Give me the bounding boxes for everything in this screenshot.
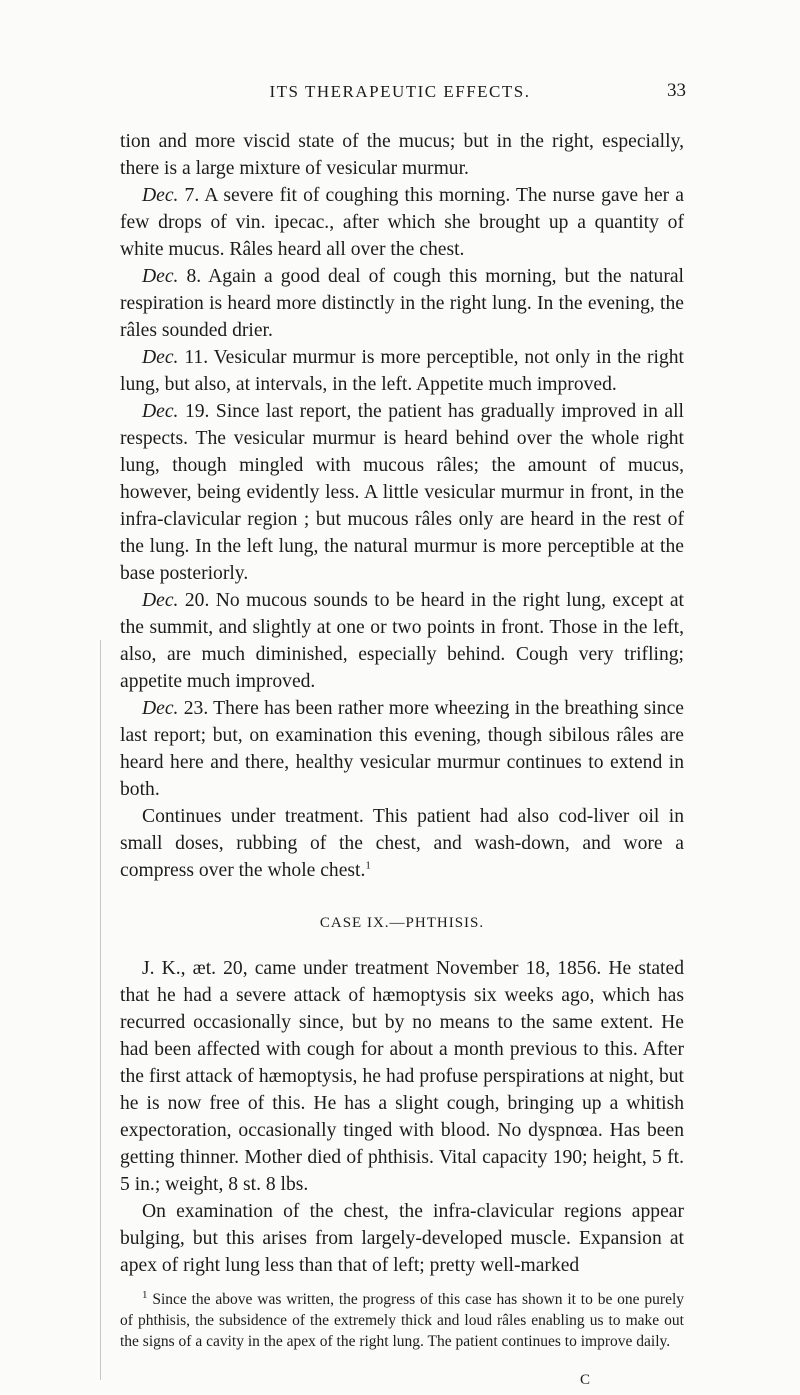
paragraph [120, 1198, 684, 1279]
paragraph-text: 11. Vesicular murmur is more perceptible, not only in the right lung, but also, at intervals, in the left. Appetite much improved. [120, 347, 684, 395]
entry-date: Dec. [142, 698, 179, 719]
entry-date: Dec. [142, 266, 179, 287]
paragraph [120, 344, 684, 398]
paragraph [120, 803, 684, 884]
signature-mark: C [580, 1372, 591, 1388]
entry-date: Dec. [142, 347, 179, 368]
footnote-reference: 1 [365, 859, 371, 872]
paragraph-text: Continues under treatment. This patient had also cod-liver oil in small doses, rubbing of the chest, and wash-down, and wore a compress over the whole chest. [120, 806, 684, 881]
paragraph [120, 587, 684, 695]
footnote-body: Since the above was written, the progress of this case has shown it to be one purely of phthisis, the subsidence of the extremely thick and loud râles enabling us to make out the signs of a cavity in the apex of the right lung. The patient continues to improve daily. [120, 1291, 684, 1350]
case-heading: CASE IX.—PHTHISIS. [319, 915, 485, 931]
paragraph [120, 128, 684, 182]
running-head: ITS THERAPEUTIC EFFECTS. [269, 82, 531, 101]
paragraph-text: J. K., æt. 20, came under treatment November 18, 1856. He stated that he had a severe attack of hæmoptysis six weeks ago, which has recurred occasionally since, but by no means to the same extent. He had been affected with cough for about a month previous to this. After the first attack of hæmoptysis, he had profuse perspirations at night, but he is now free of this. He has a slight cough, bringing up a whitish expectoration, occasionally tinged with blood. No dyspnœa. Has been getting thinner. Mother died of phthisis. Vital capacity 190; height, 5 ft. 5 in.; weight, 8 st. 8 lbs. [120, 958, 684, 1195]
paragraph [120, 695, 684, 803]
footnote-marker: 1 [142, 1288, 148, 1301]
entry-date: Dec. [142, 401, 179, 422]
paragraph [120, 955, 684, 1198]
page-number: 33 [667, 80, 686, 101]
paragraph-text: 8. Again a good deal of cough this morning, but the natural respiration is heard more distinctly in the right lung. In the evening, the râles sounded drier. [120, 266, 684, 341]
page-edge-shadow [100, 640, 101, 1380]
paragraph-text: 23. There has been rather more wheezing in the breathing since last report; but, on examination this evening, though sibilous râles are heard here and there, healthy vesicular murmur continues to extend in both. [120, 698, 684, 800]
paragraph [120, 263, 684, 344]
paragraph-text: 19. Since last report, the patient has gradually improved in all respects. The vesicular murmur is heard behind over the whole right lung, though mingled with mucous râles; the amount of mucus, however, being evidently less. A little vesicular murmur in front, in the infra-clavicular region ; but mucous râles only are heard in the rest of the lung. In the left lung, the natural murmur is more perceptible at the base posteriorly. [120, 401, 684, 584]
paragraph-text: 20. No mucous sounds to be heard in the right lung, except at the summit, and slightly at one or two points in front. Those in the left, also, are much diminished, especially behind. Cough very trifling; appetite much improved. [120, 590, 684, 692]
paragraph [120, 398, 684, 587]
footnote-text [120, 1289, 684, 1352]
paragraph-text: 7. A severe fit of coughing this morning. The nurse gave her a few drops of vin. ipecac., after which she brought up a quantity of white mucus. Râles heard all over the chest. [120, 185, 684, 260]
paragraph [120, 182, 684, 263]
paragraph-text: tion and more viscid state of the mucus; but in the right, especially, there is a large mixture of vesicular murmur. [120, 131, 684, 179]
paragraph-text: On examination of the chest, the infra-clavicular regions appear bulging, but this arises from largely-developed muscle. Expansion at apex of right lung less than that of left; pretty well-marked [120, 1201, 684, 1276]
entry-date: Dec. [142, 590, 179, 611]
entry-date: Dec. [142, 185, 179, 206]
page-header [0, 82, 800, 112]
footnote [120, 1289, 684, 1352]
body-text [120, 128, 684, 1352]
